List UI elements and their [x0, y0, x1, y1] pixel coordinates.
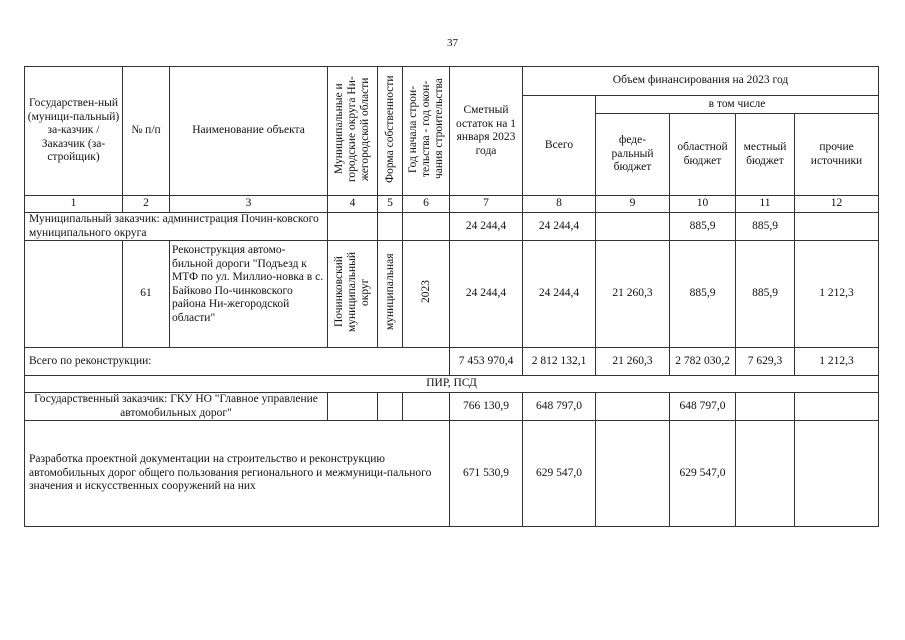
- design-total: 629 547,0: [523, 421, 596, 527]
- object-remainder: 24 244,4: [450, 241, 523, 348]
- reconstruction-federal: 21 260,3: [596, 348, 670, 376]
- column-number: 5: [378, 196, 403, 213]
- column-number: 1: [25, 196, 123, 213]
- object-other: 1 212,3: [795, 241, 879, 348]
- column-number: 6: [403, 196, 450, 213]
- header-num: № п/п: [123, 67, 170, 196]
- design-docs-label: Разработка проектной документации на строительство и реконструкцию автомобильных дорог общего пользования регионального и межмуници-пального значения и искусственных сооружений на них: [25, 421, 450, 527]
- object-ownership: [378, 241, 403, 348]
- municipal-total: 24 244,4: [523, 213, 596, 241]
- municipal-remainder: 24 244,4: [450, 213, 523, 241]
- object-name: Реконструкция автомо-бильной дороги "Подъезд к МТФ по ул. Миллио-новка в с. Байково По-чинковского района Ни-жегородской области": [170, 241, 328, 348]
- object-regional: 885,9: [670, 241, 736, 348]
- object-district-text: Починковский муниципальный округ: [333, 251, 371, 332]
- state-total: 648 797,0: [523, 393, 596, 421]
- municipal-regional: 885,9: [670, 213, 736, 241]
- header-district: [328, 67, 378, 196]
- header-local: местный бюджет: [736, 114, 795, 196]
- page-number: 37: [447, 37, 458, 49]
- funding-table: [24, 66, 879, 527]
- reconstruction-total-label: Всего по реконструкции:: [25, 348, 450, 376]
- design-regional: 629 547,0: [670, 421, 736, 527]
- table-row-reconstruction-total: [25, 348, 879, 376]
- header-funding-2023: Объем финансирования на 2023 год: [523, 67, 879, 96]
- column-number: 8: [523, 196, 596, 213]
- object-years-text: 2023: [419, 280, 432, 304]
- object-ownership-text: муниципальная: [383, 253, 396, 331]
- section-title: ПИР, ПСД: [25, 376, 879, 393]
- reconstruction-remainder: 7 453 970,4: [450, 348, 523, 376]
- header-ownership: [378, 67, 403, 196]
- object-total: 24 244,4: [523, 241, 596, 348]
- header-customer: Государствен-ный (муници-пальный) за-казчик / Заказчик (за-стройщик): [25, 67, 123, 196]
- column-number: 3: [170, 196, 328, 213]
- municipal-local: 885,9: [736, 213, 795, 241]
- reconstruction-other: 1 212,3: [795, 348, 879, 376]
- column-number: 11: [736, 196, 795, 213]
- header-ownership-text: Форма собственности: [383, 74, 396, 183]
- object-federal: 21 260,3: [596, 241, 670, 348]
- column-number: 12: [795, 196, 879, 213]
- column-number: 4: [328, 196, 378, 213]
- table-row-municipal-customer: [25, 213, 879, 241]
- header-federal: феде-ральный бюджет: [596, 114, 670, 196]
- header-total: Всего: [523, 96, 596, 196]
- state-remainder: 766 130,9: [450, 393, 523, 421]
- design-remainder: 671 530,9: [450, 421, 523, 527]
- table-row-section: [25, 376, 879, 393]
- object-num: 61: [123, 241, 170, 348]
- header-object: Наименование объекта: [170, 67, 328, 196]
- header-years-text: Год начала строи-тельства - год окон-чания строительства: [406, 78, 445, 180]
- header-remainder: Сметный остаток на 1 января 2023 года: [450, 67, 523, 196]
- column-number: 2: [123, 196, 170, 213]
- object-district: [328, 241, 378, 348]
- column-number: 9: [596, 196, 670, 213]
- object-years: [403, 241, 450, 348]
- object-local: 885,9: [736, 241, 795, 348]
- state-customer-label: Государственный заказчик: ГКУ НО "Главное управление автомобильных дорог": [25, 393, 328, 421]
- header-other: прочие источники: [795, 114, 879, 196]
- reconstruction-regional: 2 782 030,2: [670, 348, 736, 376]
- header-including: в том числе: [596, 96, 879, 114]
- header-district-text: Муниципальные и городские округа Ни-жегородской области: [333, 75, 371, 182]
- column-number-row: [25, 196, 879, 213]
- reconstruction-total: 2 812 132,1: [523, 348, 596, 376]
- header-regional: областной бюджет: [670, 114, 736, 196]
- reconstruction-local: 7 629,3: [736, 348, 795, 376]
- column-number: 10: [670, 196, 736, 213]
- table-row-design-docs: [25, 421, 879, 527]
- column-number: 7: [450, 196, 523, 213]
- table-row-object-61: [25, 241, 879, 348]
- state-regional: 648 797,0: [670, 393, 736, 421]
- municipal-customer-label: Муниципальный заказчик: администрация Почин-ковского муниципального округа: [25, 213, 328, 241]
- header-years: [403, 67, 450, 196]
- table-row-state-customer: [25, 393, 879, 421]
